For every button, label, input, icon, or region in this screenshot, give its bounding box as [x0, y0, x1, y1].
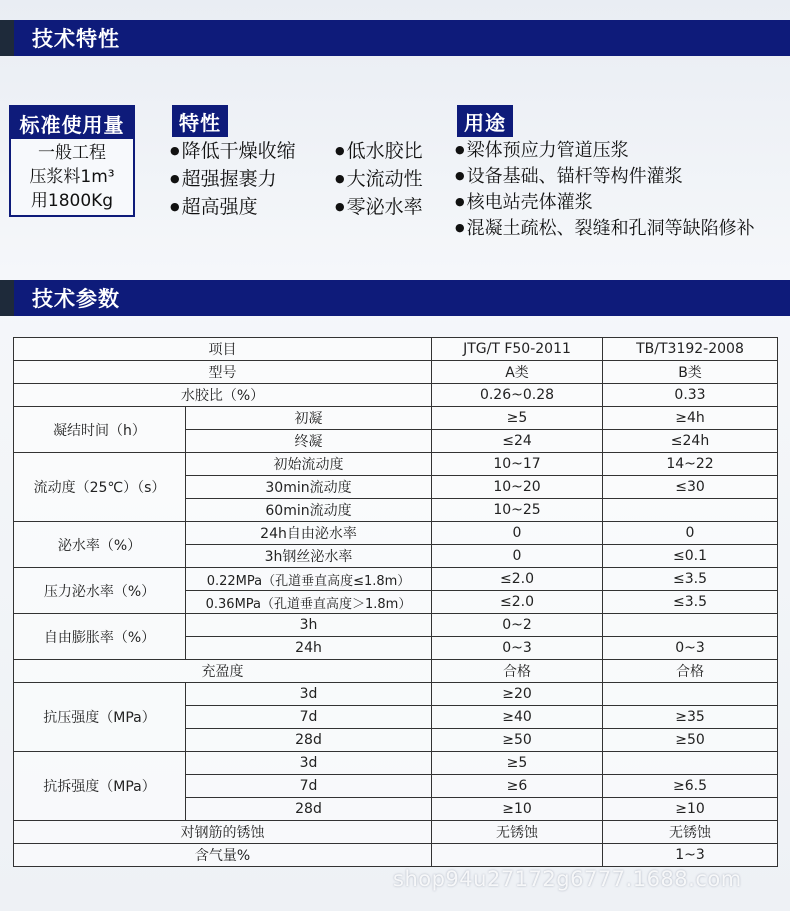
- cell-a: ≤24: [432, 430, 603, 453]
- features-label: 特性: [172, 105, 228, 137]
- feature-item: ● 超强握裹力: [170, 165, 296, 193]
- cell-b: 0.33: [603, 384, 778, 407]
- cell-b: [603, 752, 778, 775]
- section-header-params: [0, 280, 790, 316]
- cell-b: B类: [603, 361, 778, 384]
- sub-label: 终凝: [186, 430, 432, 453]
- cell-b: ≤3.5: [603, 568, 778, 591]
- table-row: [14, 384, 778, 407]
- cell-a: [432, 844, 603, 867]
- table-row: [14, 821, 778, 844]
- group-label: 泌水率（%）: [14, 522, 186, 568]
- table-row: [14, 407, 778, 430]
- sub-label: 0.22MPa（孔道垂直高度≤1.8m）: [186, 568, 432, 591]
- watermark-text: shop94u27172g6777.1688.com: [393, 867, 742, 891]
- table-row: [14, 614, 778, 637]
- section-header-features: [0, 20, 790, 56]
- cell-b: 0: [603, 522, 778, 545]
- sub-label: 初凝: [186, 407, 432, 430]
- application-item: ● 混凝土疏松、裂缝和孔洞等缺陷修补: [455, 215, 755, 241]
- cell-a: ≥5: [432, 752, 603, 775]
- sub-label: 3h: [186, 614, 432, 637]
- cell-b: ≤3.5: [603, 591, 778, 614]
- applications-list: [455, 137, 755, 241]
- feature-item: ● 大流动性: [335, 165, 423, 193]
- row-label: 型号: [14, 361, 432, 384]
- section-title: 技术特性: [32, 27, 120, 51]
- features-list-1: [170, 137, 296, 221]
- cell-a: 0: [432, 545, 603, 568]
- cell-a: 合格: [432, 660, 603, 683]
- section-accent: [0, 20, 14, 56]
- cell-b: 无锈蚀: [603, 821, 778, 844]
- cell-b: ≥50: [603, 729, 778, 752]
- cell-b: [603, 614, 778, 637]
- cell-b: [603, 683, 778, 706]
- feature-item: ● 零泌水率: [335, 193, 423, 221]
- group-label: 凝结时间（h）: [14, 407, 186, 453]
- table-row: [14, 522, 778, 545]
- group-label: 抗压强度（MPa）: [14, 683, 186, 752]
- cell-a: 0.26~0.28: [432, 384, 603, 407]
- cell-a: ≤2.0: [432, 568, 603, 591]
- sub-label: 24h自由泌水率: [186, 522, 432, 545]
- section-accent: [0, 280, 14, 316]
- usage-line: 用1800Kg: [30, 191, 114, 211]
- cell-b: ≤24h: [603, 430, 778, 453]
- sub-label: 3d: [186, 683, 432, 706]
- usage-line: 一般工程: [38, 143, 106, 163]
- application-item: ● 梁体预应力管道压浆: [455, 137, 755, 163]
- application-item: ● 核电站壳体灌浆: [455, 189, 755, 215]
- applications-label: 用途: [457, 105, 513, 137]
- cell-b: ≥6.5: [603, 775, 778, 798]
- sub-label: 3h钢丝泌水率: [186, 545, 432, 568]
- header-cell: JTG/T F50-2011: [432, 338, 603, 361]
- sub-label: 30min流动度: [186, 476, 432, 499]
- cell-b: 14~22: [603, 453, 778, 476]
- application-item: ● 设备基础、锚杆等构件灌浆: [455, 163, 755, 189]
- row-label: 对钢筋的锈蚀: [14, 821, 432, 844]
- cell-a: ≥20: [432, 683, 603, 706]
- cell-b: ≥10: [603, 798, 778, 821]
- sub-label: 60min流动度: [186, 499, 432, 522]
- cell-a: A类: [432, 361, 603, 384]
- cell-a: 0~2: [432, 614, 603, 637]
- table-row: [14, 752, 778, 775]
- header-cell: TB/T3192-2008: [603, 338, 778, 361]
- cell-b: ≤0.1: [603, 545, 778, 568]
- section-title: 技术参数: [32, 287, 120, 311]
- sub-label: 28d: [186, 729, 432, 752]
- cell-a: 10~17: [432, 453, 603, 476]
- usage-line: 压浆料1m³: [29, 167, 115, 187]
- row-label: 充盈度: [14, 660, 432, 683]
- row-label: 水胶比（%）: [14, 384, 432, 407]
- sub-label: 0.36MPa（孔道垂直高度＞1.8m）: [186, 591, 432, 614]
- cell-a: 0: [432, 522, 603, 545]
- cell-a: ≥40: [432, 706, 603, 729]
- table-row: [14, 844, 778, 867]
- params-table: [13, 337, 778, 867]
- usage-box: [9, 105, 135, 217]
- features-list-2: [335, 137, 423, 221]
- group-label: 自由膨胀率（%）: [14, 614, 186, 660]
- usage-label: 标准使用量: [11, 107, 133, 139]
- table-row: [14, 568, 778, 591]
- cell-a: ≥50: [432, 729, 603, 752]
- sub-label: 7d: [186, 706, 432, 729]
- sub-label: 24h: [186, 637, 432, 660]
- table-row: [14, 660, 778, 683]
- cell-b: ≤30: [603, 476, 778, 499]
- table-row: [14, 683, 778, 706]
- cell-b: ≥4h: [603, 407, 778, 430]
- cell-a: ≤2.0: [432, 591, 603, 614]
- cell-b: 合格: [603, 660, 778, 683]
- table-row: [14, 453, 778, 476]
- group-label: 压力泌水率（%）: [14, 568, 186, 614]
- group-label: 抗拆强度（MPa）: [14, 752, 186, 821]
- cell-a: ≥6: [432, 775, 603, 798]
- cell-a: 0~3: [432, 637, 603, 660]
- sub-label: 初始流动度: [186, 453, 432, 476]
- cell-b: [603, 499, 778, 522]
- cell-b: 1~3: [603, 844, 778, 867]
- feature-item: ● 超高强度: [170, 193, 296, 221]
- cell-b: ≥35: [603, 706, 778, 729]
- sub-label: 28d: [186, 798, 432, 821]
- table-header-row: [14, 338, 778, 361]
- row-label: 含气量%: [14, 844, 432, 867]
- sub-label: 7d: [186, 775, 432, 798]
- cell-b: 0~3: [603, 637, 778, 660]
- feature-item: ● 低水胶比: [335, 137, 423, 165]
- header-cell: 项目: [14, 338, 432, 361]
- table-row: [14, 361, 778, 384]
- cell-a: 10~20: [432, 476, 603, 499]
- cell-a: 10~25: [432, 499, 603, 522]
- cell-a: ≥10: [432, 798, 603, 821]
- cell-a: ≥5: [432, 407, 603, 430]
- feature-item: ● 降低干燥收缩: [170, 137, 296, 165]
- group-label: 流动度（25℃）（s）: [14, 453, 186, 522]
- cell-a: 无锈蚀: [432, 821, 603, 844]
- sub-label: 3d: [186, 752, 432, 775]
